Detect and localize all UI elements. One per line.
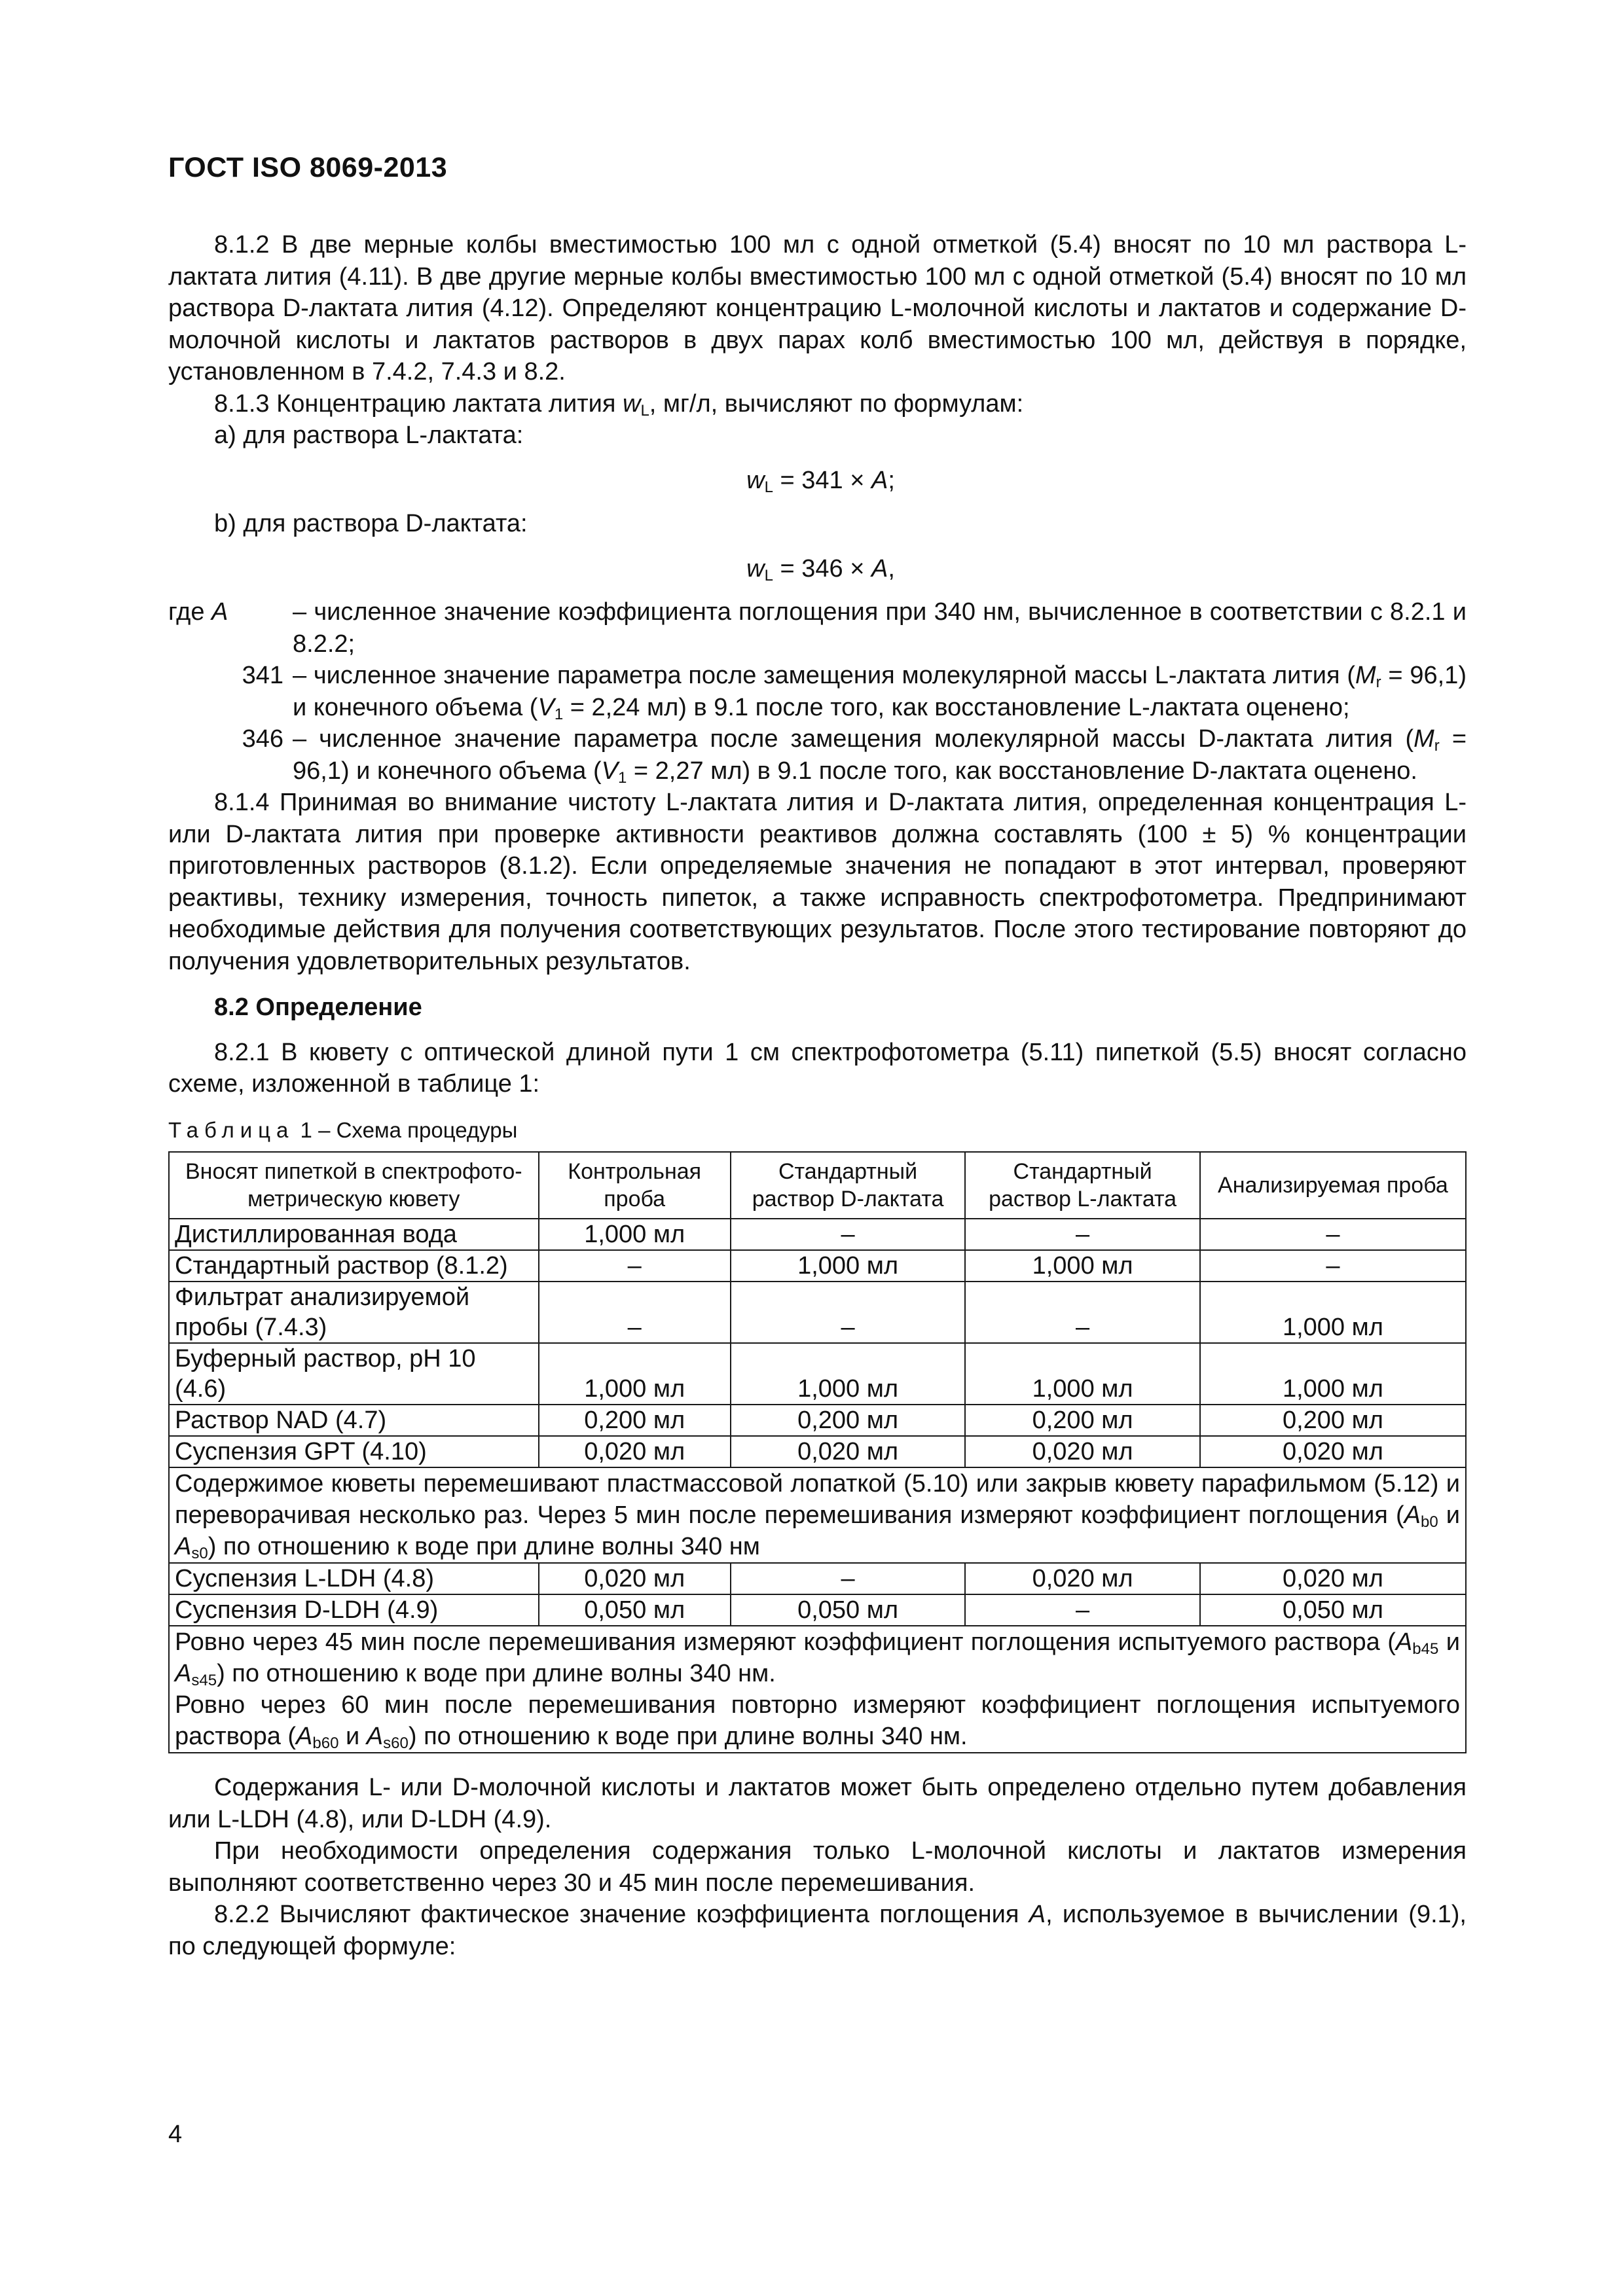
table-cell: Суспензия GPT (4.10) xyxy=(169,1436,539,1467)
table-header-cell: Стандартный раствор D-лактата xyxy=(731,1152,966,1219)
table-cell: Фильтрат анализируемой пробы (7.4.3) xyxy=(169,1282,539,1343)
table-cell: Суспензия D-LDH (4.9) xyxy=(169,1594,539,1626)
list-item-a: а) для раствора L-лактата: xyxy=(214,422,524,449)
table-cell: 1,000 мл xyxy=(539,1343,731,1405)
table-cell: 0,020 мл xyxy=(539,1563,731,1594)
table-cell: 0,020 мл xyxy=(1200,1436,1466,1467)
table-row xyxy=(169,1563,1466,1594)
formula-d-lactate: $w_L = 346 \times A$, xyxy=(746,554,895,584)
table-cell: 0,020 мл xyxy=(731,1436,966,1467)
page-number: 4 xyxy=(168,2121,183,2148)
table-cell: Буферный раствор, pH 10 (4.6) xyxy=(169,1343,539,1405)
procedure-table xyxy=(168,1151,1467,1753)
table-row xyxy=(169,1436,1466,1467)
document-body xyxy=(168,229,1467,1962)
table-cell: – xyxy=(731,1219,966,1250)
definition-341: 341 – численное значение параметра после замещения молекулярной массы L-лактата лития $(M_r = 96,1)$ и конечного объема ($V_1 = 2,24$ мл) в 9.1 после того, как восстановление L-лактата оценено; xyxy=(242,662,1467,723)
table-cell: – xyxy=(1200,1219,1466,1250)
table-row xyxy=(169,1405,1466,1436)
definition-346: 346 – численное значение параметра после замещения молекулярной массы D-лактата лития $(M_r = 96,1)$ и конечного объема ($V_1 = 2,27$ мл) в 9.1 после того, как восстановление D-лактата оценено. xyxy=(242,725,1467,787)
paragraph-8-1-4: 8.1.4 Принимая во внимание чистоту L-лактата лития и D-лактата лития, определенная концентрация L- или D-лактата лития при проверке активности реактивов должна составлять (100 ± 5) % концентрации приготовленных растворов (8.1.2). Если определяемые значения не попадают в этот интервал, проверяют реактивы, технику измерения, точность пипеток, а также исправность спектрофотометра. Предпринимают необходимые действия для получения соответствующих результатов. После этого тестирование повторяют до получения удовлетворительных результатов. xyxy=(168,789,1467,975)
formula-l-lactate: $w_L = 341 \times A$; xyxy=(746,466,895,496)
paragraph-8-2-1: 8.2.1 В кювету с оптической длиной пути 1 см спектрофотометра (5.11) пипеткой (5.5) вносят согласно схеме, изложенной в таблице 1: xyxy=(168,1038,1467,1098)
table-header-cell: Вносят пипеткой в спектрофото-метрическую кювету xyxy=(169,1152,539,1219)
table-header-row xyxy=(169,1152,1466,1219)
table-cell: Дистиллированная вода xyxy=(169,1219,539,1250)
table-row xyxy=(169,1343,1466,1405)
table-cell: 1,000 мл xyxy=(965,1343,1200,1405)
table-cell: – xyxy=(965,1282,1200,1343)
table-note-row xyxy=(169,1467,1466,1563)
table-cell: 0,200 мл xyxy=(731,1405,966,1436)
table-cell: – xyxy=(539,1250,731,1282)
paragraph-l-only-measurement: При необходимости определения содержания только L-молочной кислоты и лактатов измерения выполняют соответственно через 30 и 45 мин после перемешивания. xyxy=(168,1837,1467,1897)
page-header: ГОСТ ISO 8069-2013 xyxy=(168,152,448,183)
table-cell: Суспензия L-LDH (4.8) xyxy=(169,1563,539,1594)
table-cell: 1,000 мл xyxy=(1200,1282,1466,1343)
table-header-cell: Анализируемая проба xyxy=(1200,1152,1466,1219)
table-row xyxy=(169,1219,1466,1250)
table-note-measurement: Ровно через 45 мин после перемешивания измеряют коэффициент поглощения испытуемого раствора ($A_{b45}$ и $A_{s45}$) по отношению к воде при длине волны 340 нм. Ровно через 60 мин после перемешивания повторно измеряют коэффициент поглощения испытуемого раствора ($A_{b60}$ и $A_{s60}$) по отношению к воде при длине волны 340 нм. xyxy=(169,1626,1466,1753)
section-title-8-2: 8.2 Определение xyxy=(214,994,422,1021)
table-cell: 0,200 мл xyxy=(1200,1405,1466,1436)
table-caption: Таблица 1 – Схема процедуры xyxy=(168,1117,518,1142)
table-cell: – xyxy=(731,1282,966,1343)
variable-definitions xyxy=(168,596,1467,787)
table-cell: 0,050 мл xyxy=(539,1594,731,1626)
definition-a: где A – численное значение коэффициента поглощения при 340 нм, вычисленное в соответствии с 8.2.1 и 8.2.2; xyxy=(168,598,1467,658)
table-cell: 1,000 мл xyxy=(1200,1343,1466,1405)
paragraph-separate-determination: Содержания L- или D-молочной кислоты и лактатов может быть определено отдельно путем добавления или L-LDH (4.8), или D-LDH (4.9). xyxy=(168,1774,1467,1833)
table-row xyxy=(169,1282,1466,1343)
table-cell: 0,020 мл xyxy=(965,1436,1200,1467)
table-cell: 0,020 мл xyxy=(965,1563,1200,1594)
table-cell: – xyxy=(965,1594,1200,1626)
table-header-cell: Стандартный раствор L-лактата xyxy=(965,1152,1200,1219)
table-cell: 0,020 мл xyxy=(1200,1563,1466,1594)
table-cell: Стандартный раствор (8.1.2) xyxy=(169,1250,539,1282)
table-row xyxy=(169,1594,1466,1626)
table-cell: 1,000 мл xyxy=(731,1250,966,1282)
table-cell: 0,050 мл xyxy=(731,1594,966,1626)
table-cell: Раствор NAD (4.7) xyxy=(169,1405,539,1436)
table-cell: – xyxy=(965,1219,1200,1250)
table-cell: – xyxy=(539,1282,731,1343)
paragraph-8-1-3: 8.1.3 Концентрацию лактата лития $w_L$, мг/л, вычисляют по формулам: xyxy=(214,389,1024,420)
list-item-b: b) для раствора D-лактата: xyxy=(214,510,528,537)
table-cell: 0,050 мл xyxy=(1200,1594,1466,1626)
table-header-cell: Контрольная проба xyxy=(539,1152,731,1219)
table-cell: 0,020 мл xyxy=(539,1436,731,1467)
table-cell: – xyxy=(731,1563,966,1594)
table-row xyxy=(169,1250,1466,1282)
paragraph-8-2-2: 8.2.2 Вычисляют фактическое значение коэффициента поглощения A, используемое в вычислении (9.1), по следующей формуле: xyxy=(168,1901,1467,1960)
table-cell: – xyxy=(1200,1250,1466,1282)
table-cell: 1,000 мл xyxy=(731,1343,966,1405)
table-cell: 0,200 мл xyxy=(965,1405,1200,1436)
table-cell: 1,000 мл xyxy=(539,1219,731,1250)
table-note-row xyxy=(169,1626,1466,1753)
table-note-mixing: Содержимое кюветы перемешивают пластмассовой лопаткой (5.10) или закрыв кювету парафильмом (5.12) и переворачивая несколько раз. Через 5 мин после перемешивания измеряют коэффициент поглощения ($A_{b0}$ и $A_{s0}$) по отношению к воде при длине волны 340 нм xyxy=(169,1467,1466,1563)
paragraph-8-1-2: 8.1.2 В две мерные колбы вместимостью 100 мл с одной отметкой (5.4) вносят по 10 мл раствора L-лактата лития (4.11). В две другие мерные колбы вместимостью 100 мл с одной отметкой (5.4) вносят по 10 мл раствора D-лактата лития (4.12). Определяют концентрацию L-молочной кислоты и лактатов и содержание D-молочной кислоты и лактатов растворов в двух парах колб вместимостью 100 мл, действуя в порядке, установленном в 7.4.2, 7.4.3 и 8.2. xyxy=(168,231,1467,386)
table-cell: 1,000 мл xyxy=(965,1250,1200,1282)
table-cell: 0,200 мл xyxy=(539,1405,731,1436)
